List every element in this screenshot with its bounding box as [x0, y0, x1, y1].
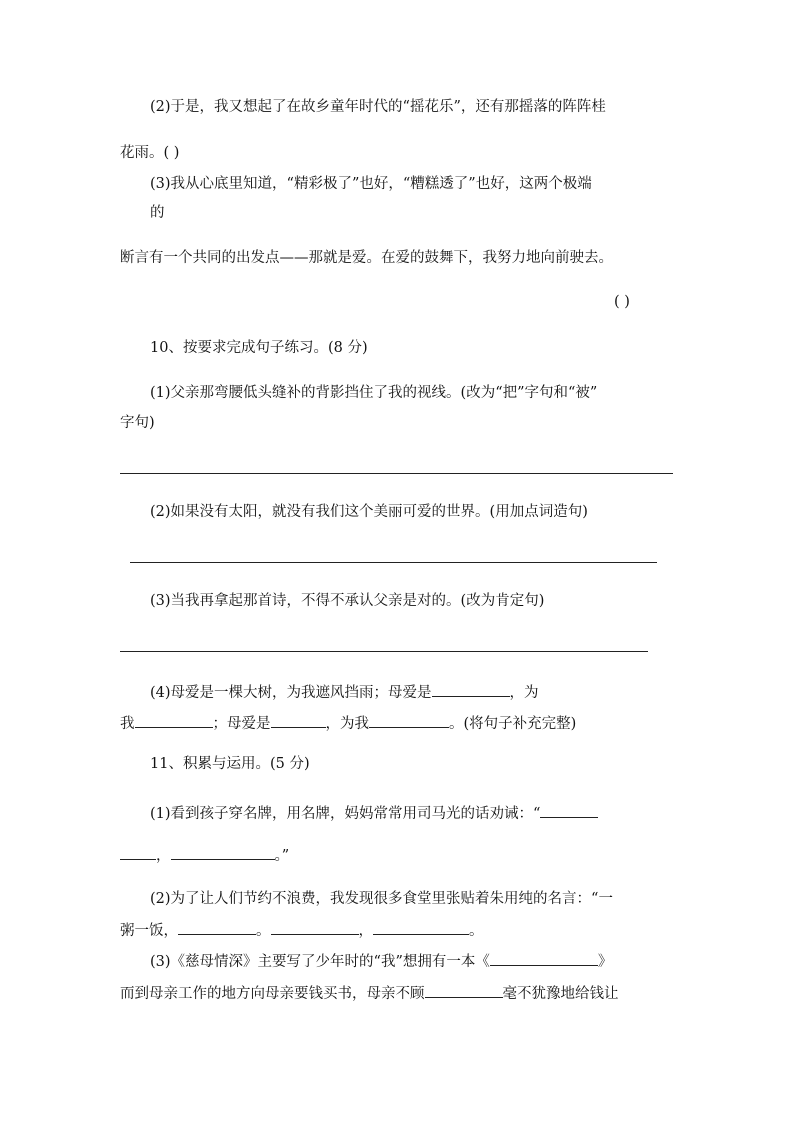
q10-item2-answer-line[interactable] [130, 562, 657, 563]
q11-item1-line1 [150, 802, 598, 824]
q10-item4-blank-2[interactable] [135, 712, 213, 728]
q10-item4-text-a: (4)母爱是一棵大树，为我遮风挡雨；母爱是 [150, 685, 432, 701]
q9-item2-line2: 花雨。( ) [120, 145, 180, 161]
q10-item1-line2: 字句) [120, 415, 155, 431]
q11-item2-period-2: 。 [469, 923, 484, 939]
q11-item3-line1 [150, 950, 612, 972]
q10-item4-line2 [120, 712, 576, 734]
q11-item1-end: 。” [274, 848, 290, 864]
q9-item2-line1: (2)于是，我又想起了在故乡童年时代的“摇花乐”，还有那摇落的阵阵桂 [150, 99, 606, 115]
q10-item4-text-c: 我 [120, 716, 135, 732]
q10-item1-answer-line[interactable] [120, 473, 673, 474]
q10-item3-answer-line[interactable] [120, 651, 648, 652]
q11-item1-line2 [120, 844, 289, 866]
q11-item1-text: (1)看到孩子穿名牌，用名牌，妈妈常常用司马光的话劝诫：“ [150, 806, 541, 822]
q10-item4-text-d: ；母爱是 [212, 716, 271, 732]
q11-item2-line1: (2)为了让人们节约不浪费，我发现很多食堂里张贴着朱用纯的名言：“一 [150, 891, 613, 907]
q11-item1-blank-2[interactable] [171, 844, 275, 860]
q9-item3-line1: (3)我从心底里知道，“精彩极了”也好，“糟糕透了”也好，这两个极端 [150, 176, 592, 192]
q10-item2: (2)如果没有太阳，就没有我们这个美丽可爱的世界。(用加点词造句) [150, 504, 588, 520]
q10-item4-blank-1[interactable] [432, 681, 510, 697]
q11-item2-blank-3[interactable] [373, 919, 469, 935]
q9-item3-line2: 断言有一个共同的出发点——那就是爱。在爱的鼓舞下，我努力地向前驶去。 [120, 250, 613, 266]
q11-item3-text-d: 毫不犹豫地给钱让 [502, 986, 619, 1002]
q11-heading: 11、积累与运用。(5 分) [150, 756, 310, 772]
q11-item1-blank-1b[interactable] [120, 844, 156, 860]
q11-item2-blank-2[interactable] [271, 919, 359, 935]
q11-item3-line2 [120, 982, 619, 1004]
q11-item2-line2 [120, 919, 484, 941]
q11-item3-blank-2[interactable] [425, 982, 503, 998]
q11-item2-period-1: 。 [256, 923, 271, 939]
q10-item4-text-e: ，为我 [325, 716, 369, 732]
q9-item3-line1b: 的 [150, 205, 165, 221]
q10-item3: (3)当我再拿起那首诗，不得不承认父亲是对的。(改为肯定句) [150, 593, 545, 609]
q10-heading: 10、按要求完成句子练习。(8 分) [150, 340, 368, 356]
q10-item4-text-f: 。(将句子补充完整) [449, 716, 577, 732]
q11-item1-blank-1a[interactable] [540, 802, 598, 818]
q9-item3-answer-paren: ( ) [614, 294, 630, 310]
q11-item3-text-c: 而到母亲工作的地方向母亲要钱买书，母亲不顾 [120, 986, 425, 1002]
q10-item4-line1 [150, 681, 539, 703]
q11-item3-text-a: (3)《慈母情深》主要写了少年时的“我”想拥有一本《 [150, 954, 490, 970]
q11-item3-blank-book[interactable] [490, 950, 598, 966]
q11-item2-text: 粥一饭， [120, 923, 178, 939]
q10-item4-blank-3[interactable] [271, 712, 326, 728]
q11-item2-comma: ， [358, 923, 373, 939]
q11-item2-blank-1[interactable] [178, 919, 256, 935]
q10-item4-blank-4[interactable] [369, 712, 449, 728]
q11-item1-comma: ， [156, 848, 171, 864]
q10-item4-text-b: ，为 [509, 685, 539, 701]
q11-item3-text-b: 》 [597, 954, 613, 970]
q10-item1-line1: (1)父亲那弯腰低头缝补的背影挡住了我的视线。(改为“把”字句和“被” [150, 385, 598, 401]
